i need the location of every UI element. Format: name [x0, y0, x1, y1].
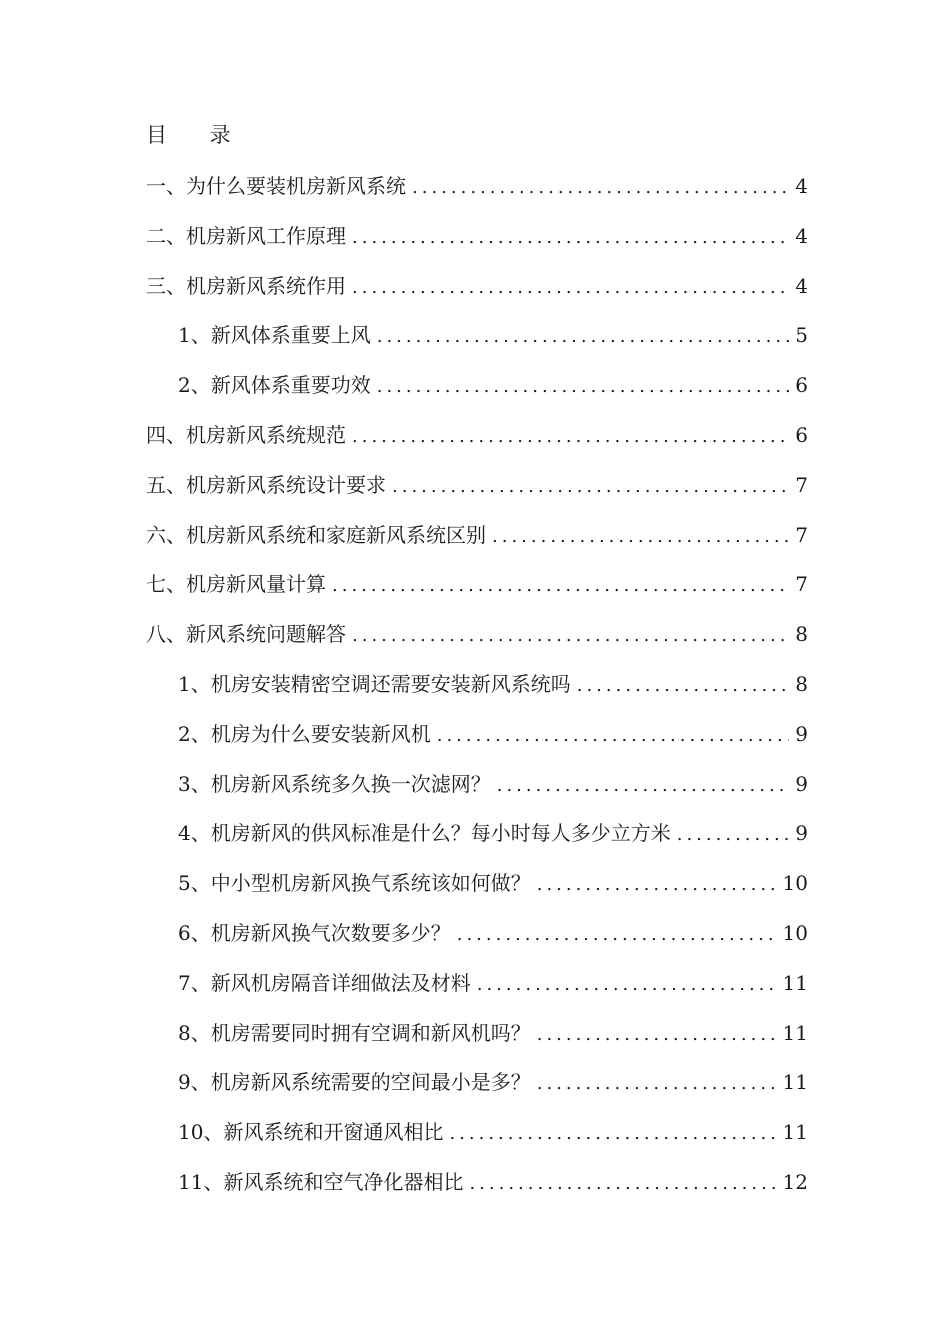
toc-entry[interactable] [146, 271, 808, 321]
toc-entry-text: 一、为什么要装机房新风系统 [146, 174, 406, 198]
dot-leader [577, 671, 790, 701]
toc-entry-page-number: 7 [795, 472, 808, 497]
toc-entry-page-number: 11 [782, 1070, 808, 1095]
dot-leader [537, 1069, 777, 1099]
toc-entry-page-number: 8 [795, 622, 808, 647]
toc-entry[interactable] [146, 769, 808, 819]
toc-entry-text: 六、机房新风系统和家庭新风系统区别 [146, 522, 486, 547]
toc-entry-text: 2、机房为什么要安装新风机 [178, 721, 431, 746]
toc-entry-text: 6、机房新风换气次数要多少？ [178, 920, 451, 945]
dot-leader [492, 522, 789, 552]
toc-entry-text: 1、新风体系重要上风 [178, 323, 371, 348]
toc-entry-text: 9、机房新风系统需要的空间最小是多？ [178, 1070, 531, 1095]
dot-leader [537, 1020, 777, 1050]
toc-entry-text: 七、机房新风量计算 [146, 572, 326, 597]
toc-entry-page-number: 12 [782, 1169, 808, 1194]
toc-entry[interactable] [146, 370, 808, 420]
toc-entry-page-number: 4 [795, 174, 808, 198]
toc-entry-page-number: 6 [795, 373, 808, 398]
toc-entry-page-number: 11 [782, 970, 808, 995]
toc-entry-page-number: 8 [795, 671, 808, 696]
toc-entry-page-number: 4 [795, 273, 808, 298]
toc-entry-text: 2、新风体系重要功效 [178, 373, 371, 398]
toc-entry[interactable] [146, 569, 808, 619]
dot-leader [677, 820, 790, 850]
dot-leader [537, 870, 777, 900]
toc-entry-text: 3、机房新风系统多久换一次滤网？ [178, 771, 491, 796]
toc-entry-text: 4、机房新风的供风标准是什么？每小时每人多少立方米 [178, 821, 671, 846]
dot-leader [469, 1169, 776, 1199]
toc-entry[interactable] [146, 968, 808, 1018]
toc-entry[interactable] [146, 719, 808, 769]
toc-entry-page-number: 10 [782, 871, 808, 896]
toc-entry-page-number: 11 [782, 1020, 808, 1045]
toc-entry[interactable] [146, 1117, 808, 1167]
toc-entry-page-number: 11 [782, 1120, 808, 1145]
toc-entry-text: 7、新风机房隔音详细做法及材料 [178, 970, 471, 995]
toc-entry-page-number: 9 [795, 721, 808, 746]
toc-entry[interactable] [146, 420, 808, 470]
toc-entry-text: 二、机房新风工作原理 [146, 223, 346, 248]
toc-entry[interactable] [146, 1018, 808, 1068]
dot-leader [477, 970, 777, 1000]
toc-entry-page-number: 7 [795, 572, 808, 597]
toc-entry-text: 八、新风系统问题解答 [146, 622, 346, 647]
toc-entry[interactable] [146, 470, 808, 520]
dot-leader [449, 1119, 776, 1149]
dot-leader [377, 322, 790, 352]
toc-entry[interactable] [146, 320, 808, 370]
toc-entry-page-number: 9 [795, 821, 808, 846]
toc-entry[interactable] [146, 171, 808, 221]
toc-entry-text: 5、中小型机房新风换气系统该如何做？ [178, 871, 531, 896]
toc-entry[interactable] [146, 818, 808, 868]
toc-entry-page-number: 7 [795, 522, 808, 547]
toc-entry-text: 10、新风系统和开窗通风相比 [178, 1120, 444, 1145]
toc-entry[interactable] [146, 619, 808, 669]
toc-list [146, 171, 808, 1217]
toc-entry-text: 11、新风系统和空气净化器相比 [178, 1169, 464, 1194]
toc-entry[interactable] [146, 669, 808, 719]
dot-leader [332, 571, 789, 601]
dot-leader [457, 920, 777, 950]
toc-entry-text: 三、机房新风系统作用 [146, 273, 346, 298]
dot-leader [352, 422, 789, 452]
dot-leader [437, 721, 790, 751]
toc-entry-page-number: 6 [795, 422, 808, 447]
dot-leader [497, 771, 790, 801]
dot-leader [412, 173, 789, 203]
toc-title: 目 录 [146, 123, 249, 147]
toc-entry[interactable] [146, 1067, 808, 1117]
toc-entry-text: 五、机房新风系统设计要求 [146, 472, 386, 497]
toc-entry[interactable] [146, 1167, 808, 1217]
toc-entry[interactable] [146, 918, 808, 968]
toc-entry-page-number: 9 [795, 771, 808, 796]
toc-entry-page-number: 5 [795, 323, 808, 348]
dot-leader [352, 273, 789, 303]
toc-entry[interactable] [146, 520, 808, 570]
dot-leader [352, 621, 789, 651]
toc-entry-page-number: 4 [795, 223, 808, 248]
dot-leader [352, 223, 789, 253]
toc-entry-text: 四、机房新风系统规范 [146, 422, 346, 447]
toc-entry-page-number: 10 [782, 920, 808, 945]
dot-leader [392, 472, 789, 502]
toc-entry-text: 1、机房安装精密空调还需要安装新风系统吗 [178, 671, 571, 696]
dot-leader [377, 372, 790, 402]
toc-entry[interactable] [146, 868, 808, 918]
toc-entry-text: 8、机房需要同时拥有空调和新风机吗？ [178, 1020, 531, 1045]
toc-entry[interactable] [146, 221, 808, 271]
